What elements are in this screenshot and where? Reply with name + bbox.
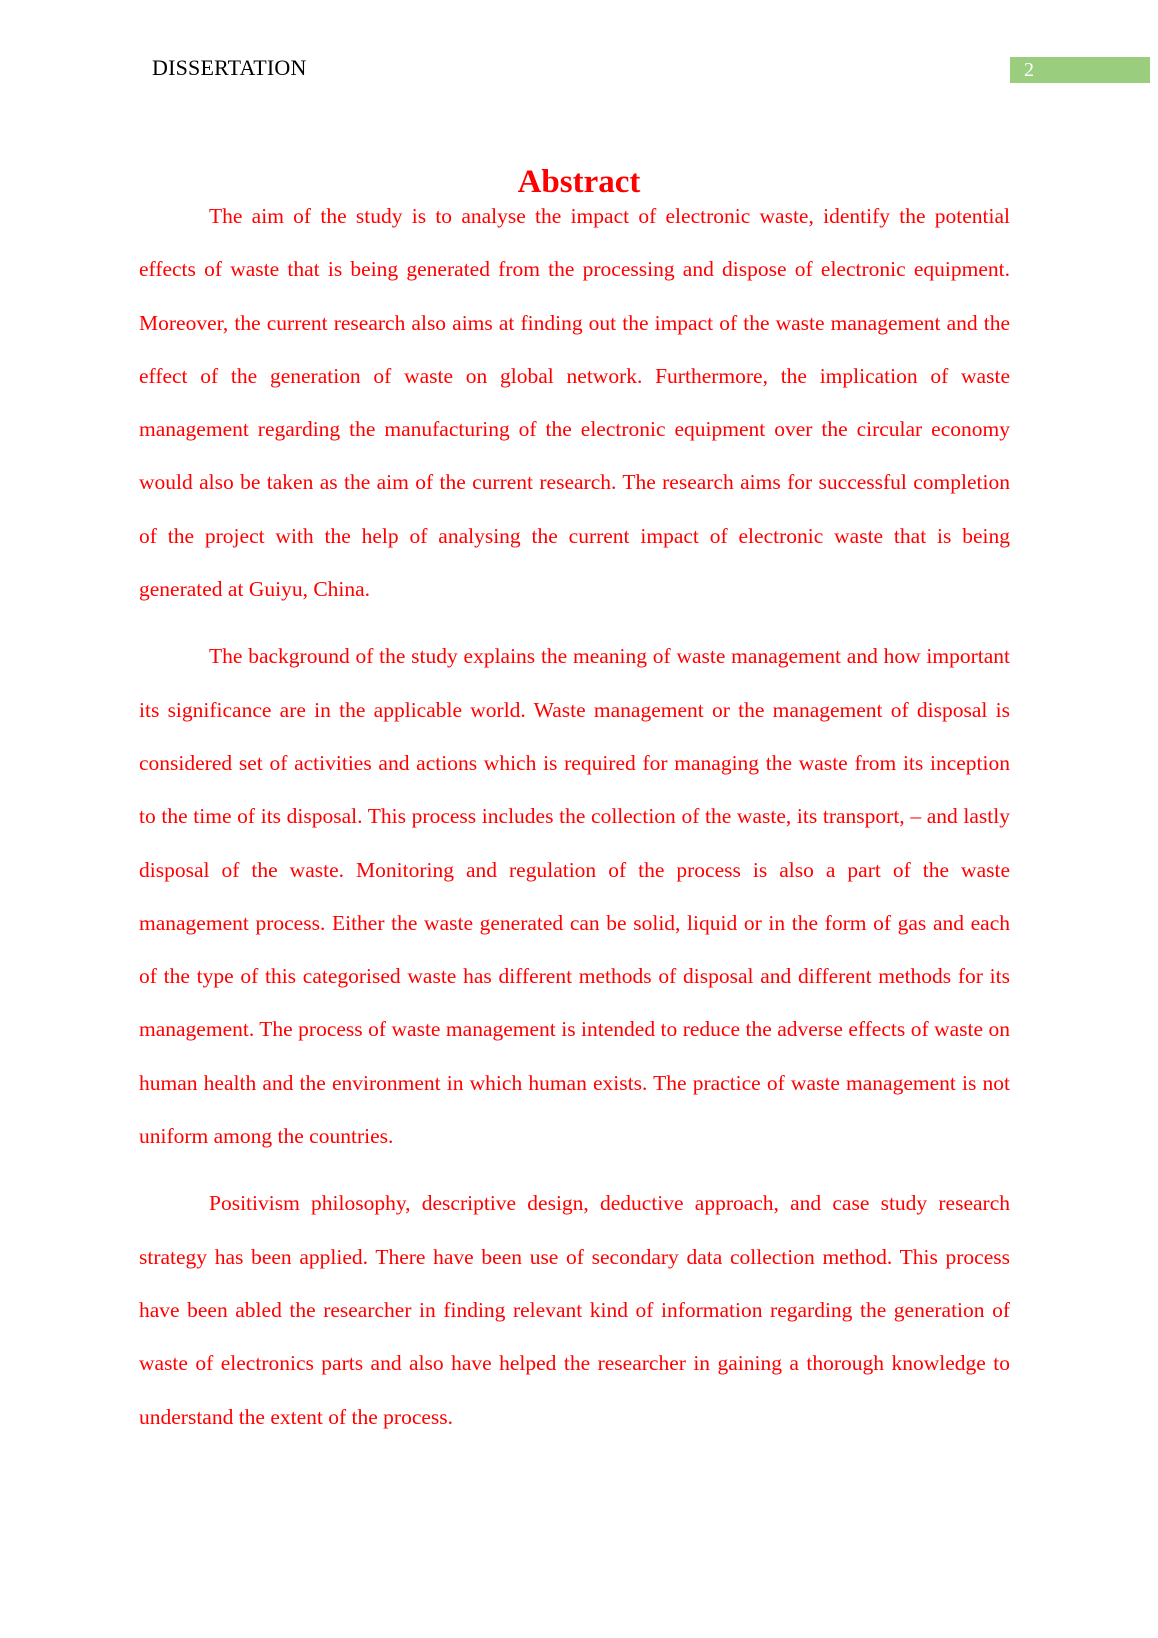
abstract-paragraph-methodology: Positivism philosophy, descriptive design, deductive approach, and case study research strategy has been applied. There have been use of secondary data collection method. This process have been abled the researcher in finding relevant kind of information regarding the generation of waste of electronics parts and also have helped the researcher in gaining a thorough knowledge to understand the extent of the process. [139, 1191, 1010, 1429]
abstract-heading: Abstract [517, 164, 641, 201]
abstract-paragraph-aim: The aim of the study is to analyse the impact of electronic waste, identify the potential effects of waste that is being generated from the processing and dispose of electronic equipment. Moreover, the current research also aims at finding out the impact of the waste management and the effect of the generation of waste on global network. Furthermore, the implication of waste management regarding the manufacturing of the electronic equipment over the circular economy would also be taken as the aim of the current research. The research aims for successful completion of the project with the help of analysing the current impact of electronic waste that is being generated at Guiyu, China. [139, 204, 1010, 602]
page-number: 2 [1024, 59, 1034, 81]
running-head: DISSERTATION [152, 55, 307, 80]
abstract-paragraph-background: The background of the study explains the meaning of waste management and how important its significance are in the applicable world. Waste management or the management of disposal is considered set of activities and actions which is required for managing the waste from its inception to the time of its disposal. This process includes the collection of the waste, its transport, – and lastly disposal of the waste. Monitoring and regulation of the process is also a part of the waste management process. Either the waste generated can be solid, liquid or in the form of gas and each of the type of this categorised waste has different methods of disposal and different methods for its management. The process of waste management is intended to reduce the adverse effects of waste on human health and the environment in which human exists. The practice of waste management is not uniform among the countries. [139, 644, 1010, 1149]
page-number-badge [1010, 57, 1150, 83]
abstract-body [139, 190, 1010, 1458]
